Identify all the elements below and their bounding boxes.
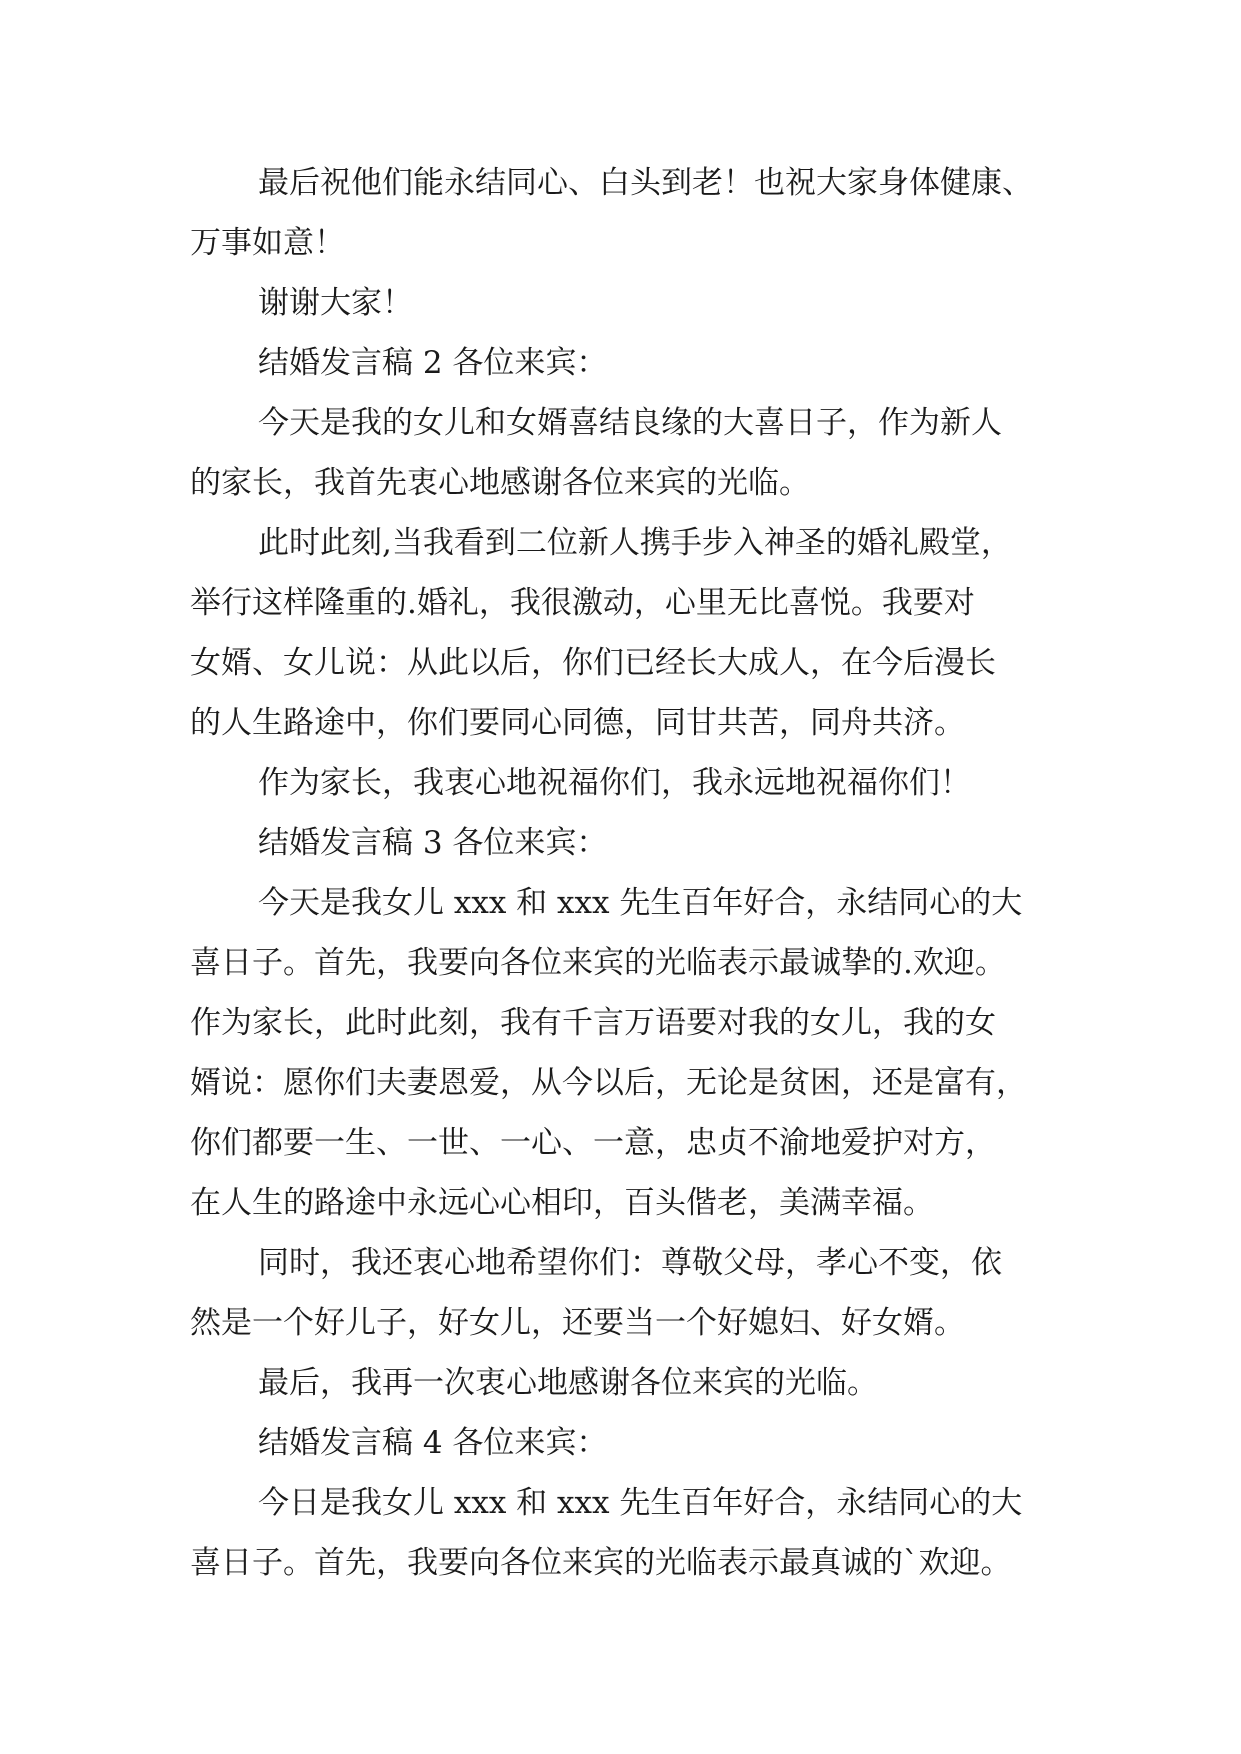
text-line: 作为家长，我衷心地祝福你们，我永远地祝福你们！ [258,765,971,801]
text-line: 此时此刻,当我看到二位新人携手步入神圣的婚礼殿堂， [258,525,1012,561]
text-line: 今天是我的女儿和女婿喜结良缘的大喜日子，作为新人 [258,405,1002,441]
text-line: 婿说：愿你们夫妻恩爱，从今以后，无论是贫困，还是富有， [190,1065,1027,1101]
text-line: 举行这样隆重的.婚礼，我很激动，心里无比喜悦。我要对 [190,585,975,621]
section-heading: 结婚发言稿 2 各位来宾： [258,345,608,381]
section-heading: 结婚发言稿 4 各位来宾： [258,1425,608,1461]
text-line: 最后祝他们能永结同心、白头到老！也祝大家身体健康、 [258,165,1033,201]
text-line: 在人生的路途中永远心心相印，百头偕老，美满幸福。 [190,1185,934,1221]
text-line: 女婿、女儿说：从此以后，你们已经长大成人，在今后漫长 [190,645,996,681]
text-line: 今天是我女儿 xxx 和 xxx 先生百年好合，永结同心的大 [258,885,1023,921]
text-line: 今日是我女儿 xxx 和 xxx 先生百年好合，永结同心的大 [258,1485,1023,1521]
text-line: 你们都要一生、一世、一心、一意，忠贞不渝地爱护对方， [190,1125,996,1161]
text-line: 万事如意！ [190,225,345,261]
text-line: 喜日子。首先，我要向各位来宾的光临表示最诚挚的.欢迎。 [190,945,1006,981]
text-line: 作为家长，此时此刻，我有千言万语要对我的女儿，我的女 [190,1005,996,1041]
section-heading: 结婚发言稿 3 各位来宾： [258,825,608,861]
text-line: 的人生路途中，你们要同心同德，同甘共苦，同舟共济。 [190,705,965,741]
text-line: 同时，我还衷心地希望你们：尊敬父母，孝心不变，依 [258,1245,1002,1281]
text-line: 最后，我再一次衷心地感谢各位来宾的光临。 [258,1365,878,1401]
text-line: 然是一个好儿子，好女儿，还要当一个好媳妇、好女婿。 [190,1305,965,1341]
text-line: 谢谢大家！ [258,285,413,321]
text-line: 的家长，我首先衷心地感谢各位来宾的光临。 [190,465,810,501]
text-line: 喜日子。首先，我要向各位来宾的光临表示最真诚的`欢迎。 [190,1545,1012,1581]
